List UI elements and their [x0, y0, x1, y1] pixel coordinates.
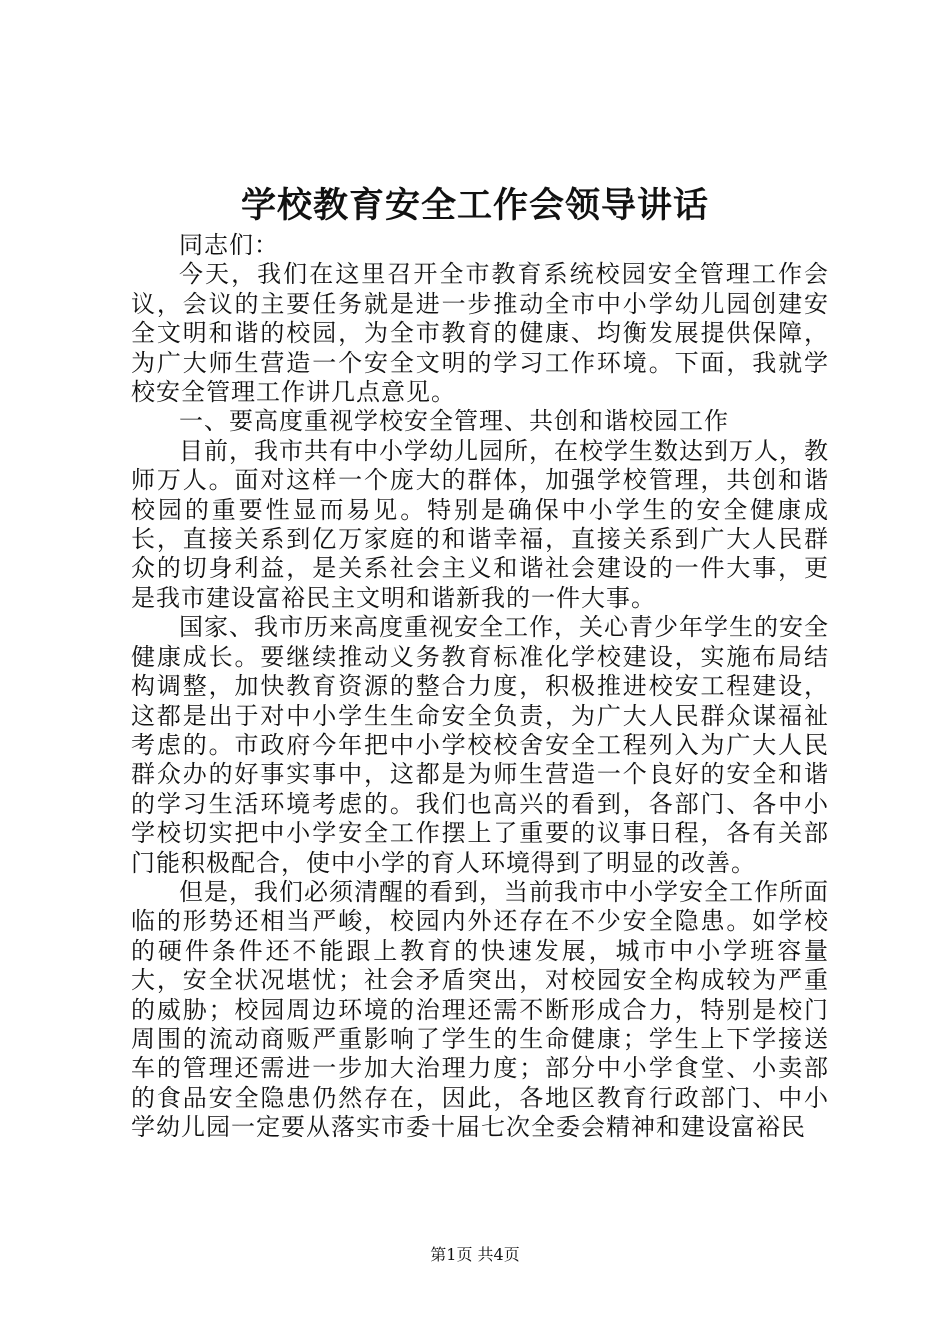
- section-heading: 一、要高度重视学校安全管理、共创和谐校园工作: [179, 407, 729, 436]
- body-paragraph: 但是，我们必须清醒的看到，当前我市中小学安全工作所面临的形势还相当严峻，校园内外还存在不少安全隐患。如学校的硬件条件还不能跟上教育的快速发展，城市中小学班容量大，安全状况堪忧；社会矛盾突出，对校园安全构成较为严重的威胁；校园周边环境的治理还需不断形成合力，特别是校门周围的流动商贩严重影响了学生的生命健康；学生上下学接送车的管理还需进一步加大治理力度；部分中小学食堂、小卖部的食品安全隐患仍然存在，因此，各地区教育行政部门、中小学幼儿园一定要从落实市委十届七次全委会精神和建设富裕民: [131, 877, 829, 1142]
- document-title: 学校教育安全工作会领导讲话: [240, 185, 709, 226]
- page-number-footer: 第1页 共4页: [430, 1245, 520, 1264]
- salutation-paragraph: 同志们：: [179, 231, 279, 259]
- document-body: [131, 231, 829, 1143]
- body-paragraph: 今天，我们在这里召开全市教育系统校园安全管理工作会议，会议的主要任务就是进一步推动全市中小学幼儿园创建安全文明和谐的校园，为全市教育的健康、均衡发展提供保障，为广大师生营造一个安全文明的学习工作环境。下面，我就学校安全管理工作讲几点意见。: [131, 260, 829, 407]
- body-paragraph: 国家、我市历来高度重视安全工作，关心青少年学生的安全健康成长。要继续推动义务教育标准化学校建设，实施布局结构调整，加快教育资源的整合力度，积极推进校安工程建设，这都是出于对中小学生生命安全负责，为广大人民群众谋福祉考虑的。市政府今年把中小学校校舍安全工程列入为广大人民群众办的好事实事中，这都是为师生营造一个良好的安全和谐的学习生活环境考虑的。我们也高兴的看到，各部门、各中小学校切实把中小学安全工作摆上了重要的议事日程，各有关部门能积极配合，使中小学的育人环境得到了明显的改善。: [131, 613, 829, 877]
- body-paragraph: 目前，我市共有中小学幼儿园所，在校学生数达到万人，教师万人。面对这样一个庞大的群体，加强学校管理，共创和谐校园的重要性显而易见。特别是确保中小学生的安全健康成长，直接关系到亿万家庭的和谐幸福，直接关系到广大人民群众的切身利益，是关系社会主义和谐社会建设的一件大事，更是我市建设富裕民主文明和谐新我的一件大事。: [131, 436, 829, 612]
